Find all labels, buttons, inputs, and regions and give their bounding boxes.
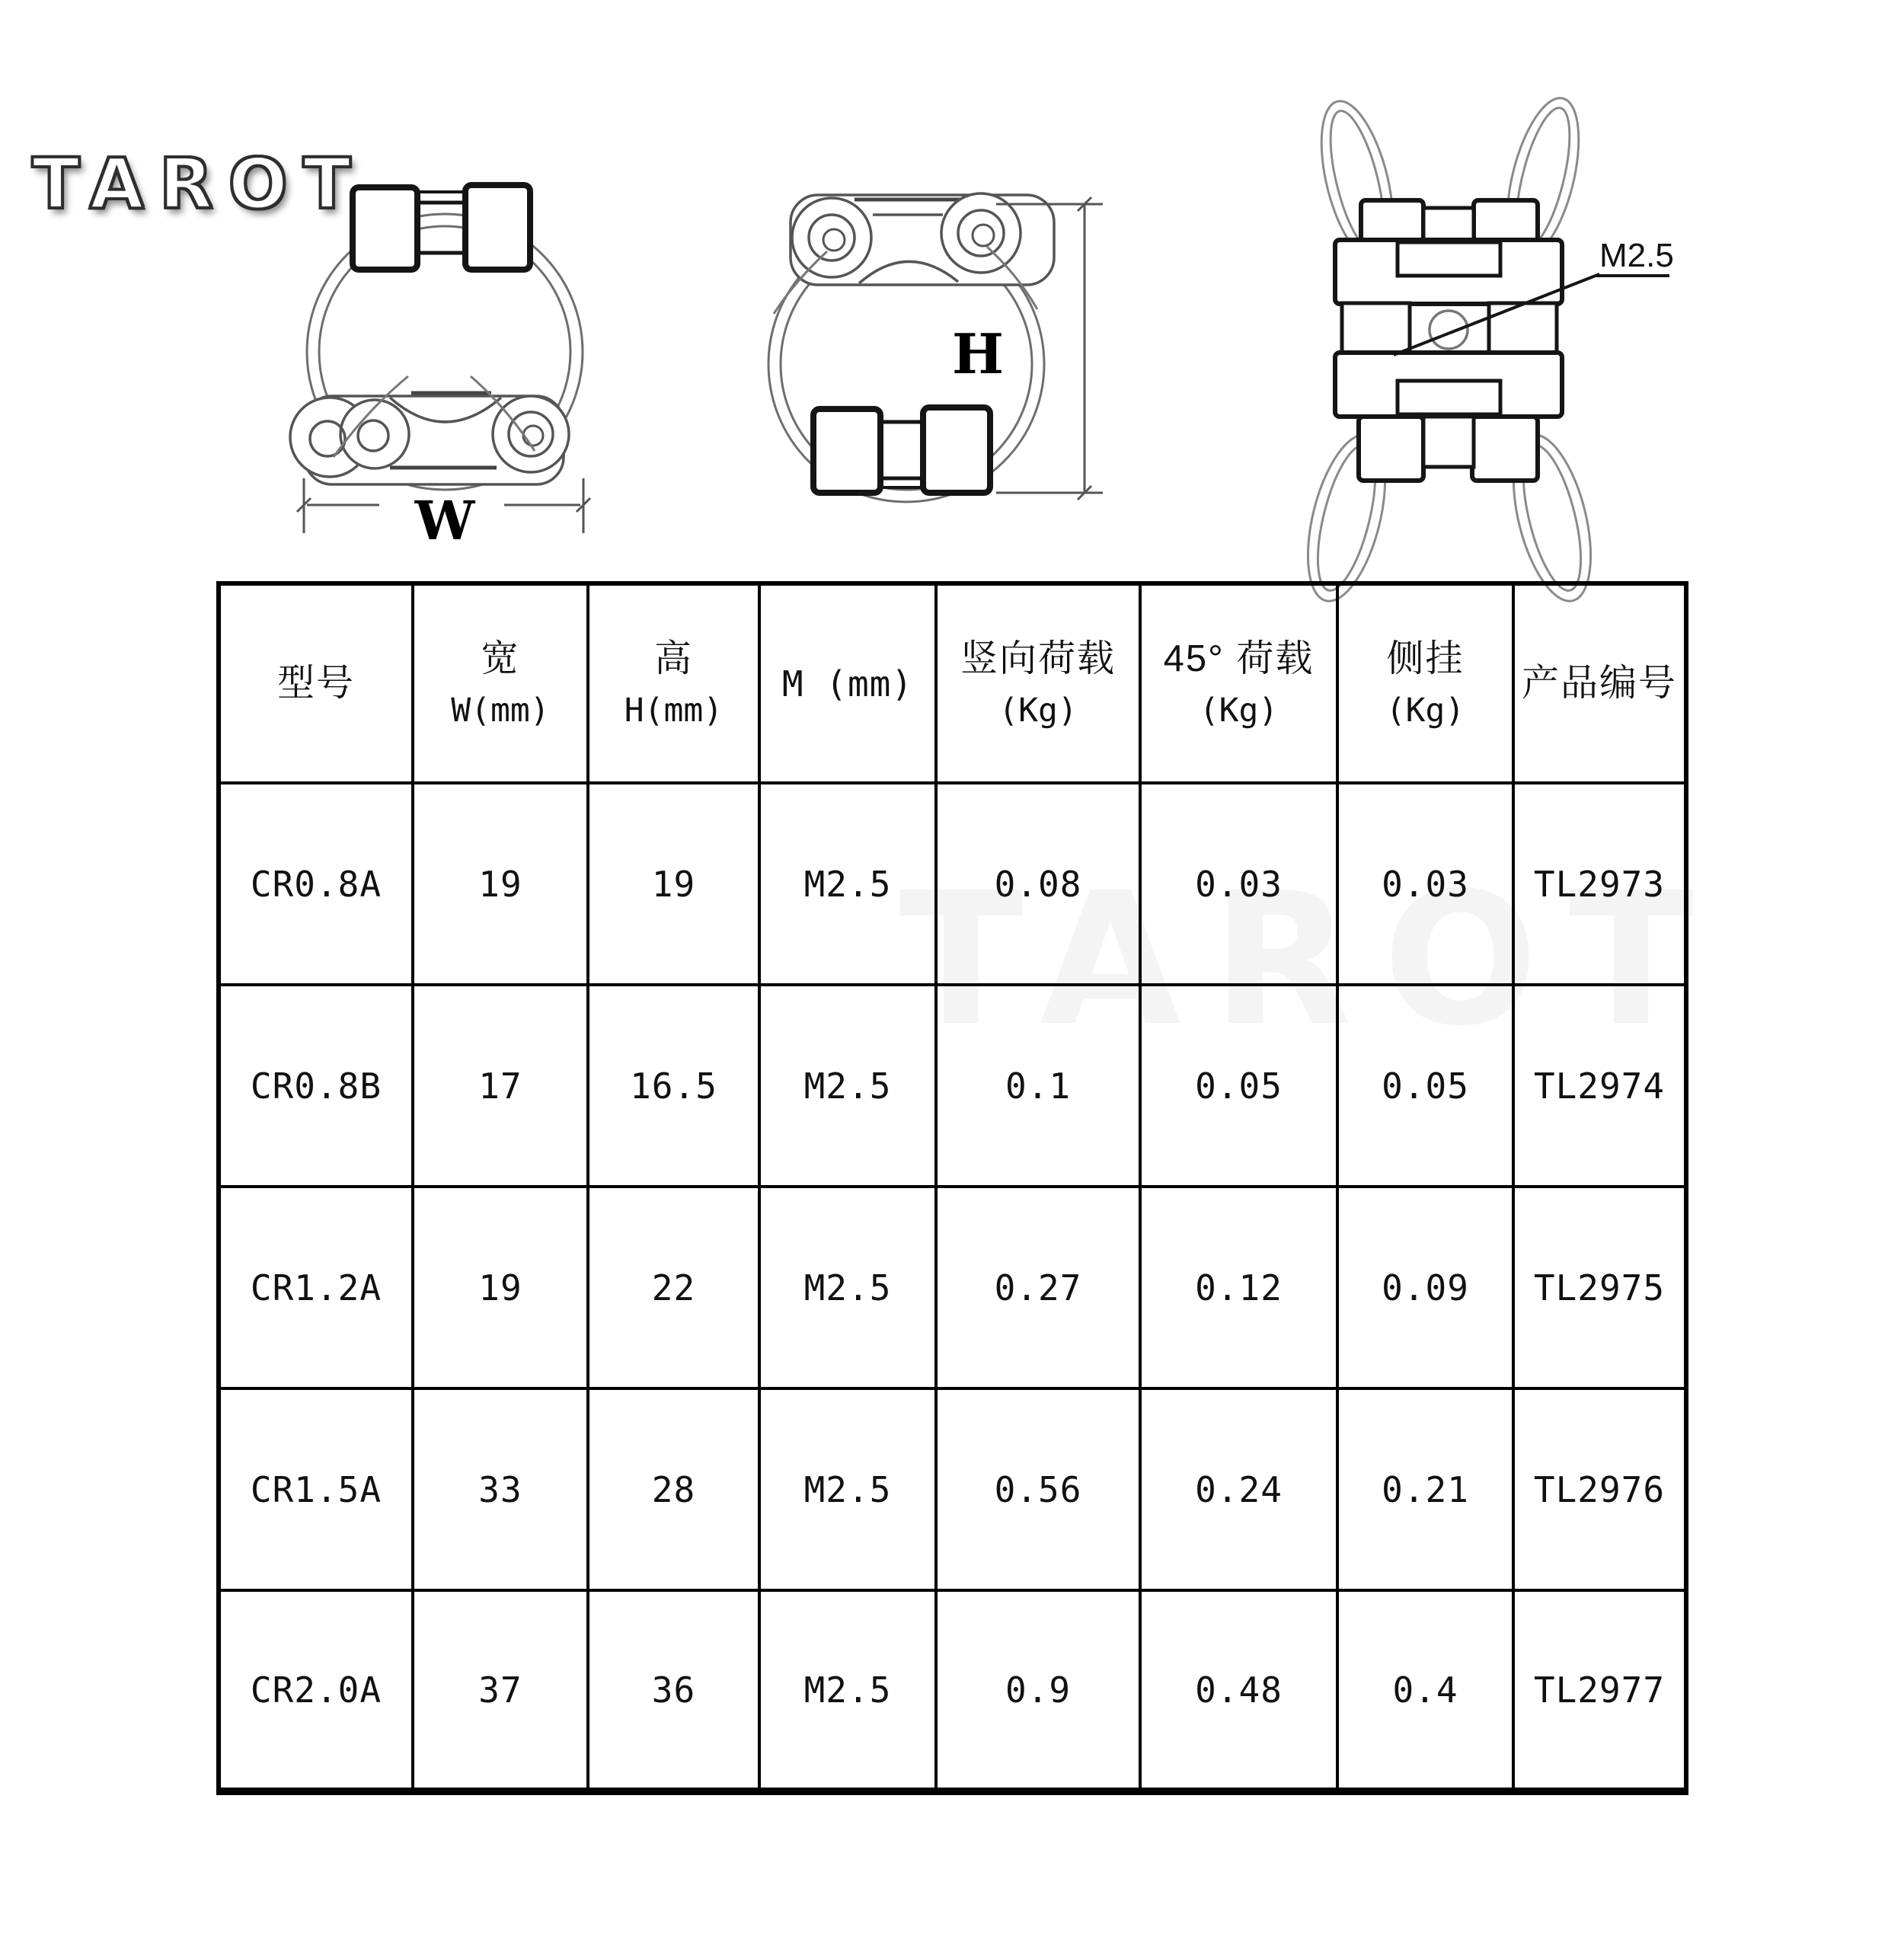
- cell-side-load: 0.09: [1337, 1187, 1513, 1388]
- mid-block-left: [1342, 303, 1410, 353]
- cell-thread: M2.5: [759, 1388, 936, 1590]
- cell-thread: M2.5: [759, 783, 936, 985]
- cell-model: CR0.8A: [219, 783, 413, 985]
- clamp-block-right: [465, 185, 530, 270]
- cell-height: 36: [588, 1590, 759, 1791]
- mid-block-right: [1489, 303, 1557, 353]
- col-header-side-load: [1337, 583, 1513, 783]
- cell-height: 16.5: [588, 985, 759, 1187]
- top-bar-notch: [1398, 242, 1500, 276]
- col-header-label: 产品编号: [1521, 662, 1677, 704]
- cell-product-code: TL2977: [1513, 1590, 1686, 1791]
- col-header-unit: (Kg): [1199, 692, 1279, 730]
- col-header-label: M (mm): [781, 663, 914, 705]
- cell-height: 22: [588, 1187, 759, 1388]
- col-header-label: 型号: [276, 662, 355, 704]
- brand-logo: TAROT: [32, 143, 366, 225]
- spec-row: [219, 1590, 1686, 1791]
- top-lug-left: [1361, 200, 1423, 241]
- cell-model: CR2.0A: [219, 1590, 413, 1791]
- bottom-lug-left: [1359, 417, 1423, 481]
- col-header-vertical-load: [936, 583, 1140, 783]
- cell-45deg-load: 0.12: [1140, 1187, 1337, 1388]
- cell-height: 28: [588, 1388, 759, 1590]
- spec-row: [219, 1388, 1686, 1590]
- bottom-lug-connector: [1423, 417, 1474, 467]
- col-header-label: 侧挂: [1386, 637, 1465, 679]
- col-header-label: 高: [653, 637, 693, 679]
- cell-vertical-load: 0.56: [936, 1388, 1140, 1590]
- cell-thread: M2.5: [759, 1187, 936, 1388]
- bottom-bar-notch: [1398, 381, 1500, 414]
- top-lug-connector: [1423, 208, 1474, 241]
- cell-thread: M2.5: [759, 985, 936, 1187]
- col-header-45deg-load: [1140, 583, 1337, 783]
- col-header-unit: H(mm): [624, 692, 724, 730]
- cell-side-load: 0.21: [1337, 1388, 1513, 1590]
- col-header-unit: (Kg): [1385, 692, 1465, 730]
- cell-width: 19: [413, 1187, 588, 1388]
- clamp-block-left: [813, 409, 880, 493]
- front-view-drawing: [290, 185, 590, 552]
- spec-row: [219, 783, 1686, 985]
- table-header-row: [219, 583, 1686, 783]
- cell-model: CR1.2A: [219, 1187, 413, 1388]
- right-eyelet-outer: [493, 396, 569, 472]
- cell-thread: M2.5: [759, 1590, 936, 1791]
- cell-product-code: TL2976: [1513, 1388, 1686, 1590]
- technical-drawings: [0, 0, 1904, 632]
- cell-side-load: 0.4: [1337, 1590, 1513, 1791]
- cell-width: 17: [413, 985, 588, 1187]
- col-header-model: [219, 583, 413, 783]
- col-header-height: [588, 583, 759, 783]
- cell-vertical-load: 0.27: [936, 1187, 1140, 1388]
- cell-product-code: TL2975: [1513, 1187, 1686, 1388]
- cell-height: 19: [588, 783, 759, 985]
- cell-vertical-load: 0.08: [936, 783, 1140, 985]
- cell-vertical-load: 0.9: [936, 1590, 1140, 1791]
- cell-width: 37: [413, 1590, 588, 1791]
- col-header-unit: W(mm): [451, 692, 550, 730]
- side-view-drawing: [768, 193, 1103, 502]
- width-dimension-label: W: [414, 489, 475, 552]
- cell-width: 33: [413, 1388, 588, 1590]
- cell-product-code: TL2973: [1513, 783, 1686, 985]
- cell-vertical-load: 0.1: [936, 985, 1140, 1187]
- cell-45deg-load: 0.24: [1140, 1388, 1337, 1590]
- col-header-product-code: [1513, 583, 1686, 783]
- cell-model: CR1.5A: [219, 1388, 413, 1590]
- cell-side-load: 0.05: [1337, 985, 1513, 1187]
- bottom-lug-right: [1472, 417, 1538, 481]
- right-eyelet-outer: [941, 193, 1021, 273]
- cell-side-load: 0.03: [1337, 783, 1513, 985]
- spec-row: [219, 1187, 1686, 1388]
- cell-45deg-load: 0.05: [1140, 985, 1337, 1187]
- clamp-block-right: [923, 407, 990, 493]
- col-header-label: 竖向荷载: [960, 637, 1116, 679]
- cell-model: CR0.8B: [219, 985, 413, 1187]
- height-dimension-label: H: [951, 321, 1005, 386]
- col-header-label: 45° 荷载: [1163, 637, 1315, 679]
- spec-table: [216, 581, 1688, 1795]
- cell-width: 19: [413, 783, 588, 985]
- thread-size-label: M2.5: [1599, 237, 1674, 274]
- col-header-width: [413, 583, 588, 783]
- cell-45deg-load: 0.48: [1140, 1590, 1337, 1791]
- left-eyelet-outer: [792, 198, 871, 277]
- col-header-label: 宽: [481, 637, 520, 679]
- cell-45deg-load: 0.03: [1140, 783, 1337, 985]
- col-header-unit: (Kg): [998, 692, 1078, 730]
- col-header-thread: [759, 583, 936, 783]
- cell-product-code: TL2974: [1513, 985, 1686, 1187]
- top-lug-right: [1474, 200, 1538, 241]
- top-view-drawing: [1293, 91, 1674, 609]
- spec-row: [219, 985, 1686, 1187]
